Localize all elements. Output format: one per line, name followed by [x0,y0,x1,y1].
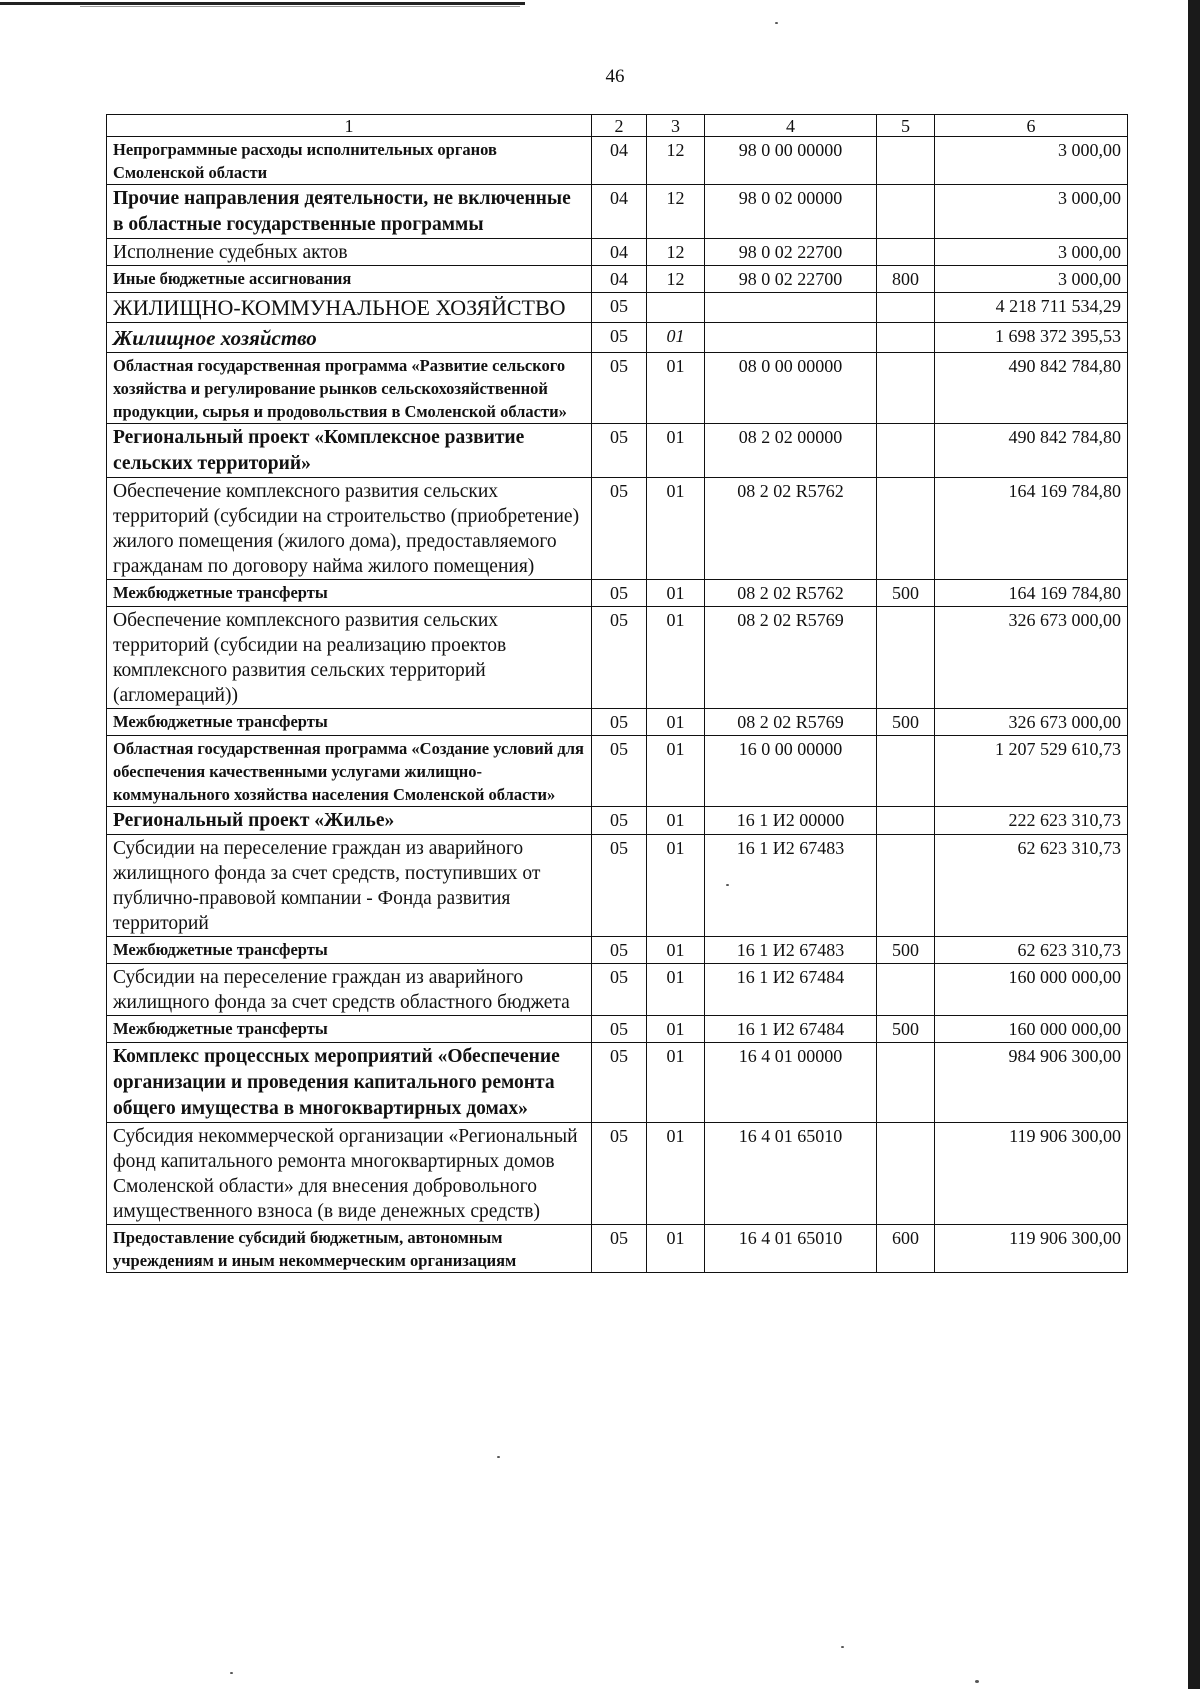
table-row [107,293,1128,323]
row-name-cell: Субсидии на переселение граждан из аварийного жилищного фонда за счет средств, поступивших от публично-правовой компании - Фонда развития территорий [107,835,592,937]
subsection-code-cell: 01 [647,478,705,580]
amount-cell: 326 673 000,00 [935,607,1128,709]
row-name-cell: Областная государственная программа «Развитие сельского хозяйства и регулирование рынков сельскохозяйственной продукции, сырья и продовольствия в Смоленской области» [107,353,592,424]
expense-type-cell [877,293,935,323]
amount-cell: 119 906 300,00 [935,1225,1128,1273]
target-code-cell: 16 0 00 00000 [705,736,877,807]
header-cell: 6 [935,115,1128,137]
amount-cell: 490 842 784,80 [935,424,1128,478]
expense-type-cell [877,835,935,937]
expense-type-cell: 800 [877,266,935,293]
target-code-cell: 08 2 02 R5762 [705,478,877,580]
amount-cell: 3 000,00 [935,266,1128,293]
expense-type-cell [877,185,935,239]
section-code-cell: 04 [592,137,647,185]
expense-type-cell [877,478,935,580]
section-code-cell: 05 [592,607,647,709]
row-name-cell: Межбюджетные трансферты [107,937,592,964]
expense-type-cell: 500 [877,937,935,964]
section-code-cell: 04 [592,185,647,239]
subsection-code-cell: 01 [647,1225,705,1273]
subsection-code-cell: 01 [647,353,705,424]
target-code-cell: 08 2 02 R5769 [705,709,877,736]
row-name-cell: Межбюджетные трансферты [107,1016,592,1043]
expense-type-cell [877,1123,935,1225]
row-name-cell: Непрограммные расходы исполнительных органов Смоленской области [107,137,592,185]
table-row [107,353,1128,424]
subsection-code-cell: 01 [647,424,705,478]
section-code-cell: 05 [592,807,647,835]
table-row [107,807,1128,835]
speck [497,1456,500,1458]
row-name-cell: Межбюджетные трансферты [107,580,592,607]
expense-type-cell [877,424,935,478]
scan-top-rule-thin [80,6,520,7]
target-code-cell: 16 1 И2 67483 [705,937,877,964]
expense-type-cell [877,137,935,185]
row-name-cell: Межбюджетные трансферты [107,709,592,736]
header-cell: 1 [107,115,592,137]
row-name-cell: Обеспечение комплексного развития сельских территорий (субсидии на строительство (приобретение) жилого помещения (жилого дома), предоставляемого гражданам по договору найма жилого помещения) [107,478,592,580]
speck [841,1646,844,1648]
row-name-cell: Исполнение судебных актов [107,239,592,266]
target-code-cell: 16 1 И2 67484 [705,1016,877,1043]
target-code-cell [705,293,877,323]
subsection-code-cell: 01 [647,736,705,807]
table-row [107,137,1128,185]
table-row [107,607,1128,709]
amount-cell: 3 000,00 [935,239,1128,266]
amount-cell: 62 623 310,73 [935,835,1128,937]
section-code-cell: 05 [592,1016,647,1043]
row-name-cell: Субсидия некоммерческой организации «Региональный фонд капитального ремонта многоквартирных домов Смоленской области» для внесения добровольного имущественного взноса (в виде денежных средств) [107,1123,592,1225]
subsection-code-cell: 01 [647,807,705,835]
section-code-cell: 05 [592,323,647,353]
section-code-cell: 05 [592,937,647,964]
row-name-cell: Областная государственная программа «Создание условий для обеспечения качественными услугами жилищно-коммунального хозяйства населения Смоленской области» [107,736,592,807]
amount-cell: 119 906 300,00 [935,1123,1128,1225]
target-code-cell: 16 1 И2 00000 [705,807,877,835]
row-name-cell: Прочие направления деятельности, не включенные в областные государственные программы [107,185,592,239]
table-row [107,266,1128,293]
section-code-cell: 05 [592,580,647,607]
table-row [107,1225,1128,1273]
amount-cell: 164 169 784,80 [935,478,1128,580]
subsection-code-cell: 01 [647,937,705,964]
table-row [107,964,1128,1016]
target-code-cell: 16 1 И2 67484 [705,964,877,1016]
subsection-code-cell: 12 [647,185,705,239]
target-code-cell: 16 4 01 00000 [705,1043,877,1123]
expense-type-cell [877,964,935,1016]
amount-cell: 160 000 000,00 [935,964,1128,1016]
table-row [107,709,1128,736]
budget-table [106,114,1128,1273]
section-code-cell: 05 [592,709,647,736]
amount-cell: 4 218 711 534,29 [935,293,1128,323]
section-code-cell: 05 [592,1225,647,1273]
table-row [107,1123,1128,1225]
row-name-cell: Обеспечение комплексного развития сельских территорий (субсидии на реализацию проектов комплексного развития сельских территорий (агломераций)) [107,607,592,709]
scan-top-rule [0,2,525,5]
target-code-cell [705,323,877,353]
expense-type-cell [877,323,935,353]
amount-cell: 3 000,00 [935,185,1128,239]
amount-cell: 1 698 372 395,53 [935,323,1128,353]
table-row [107,835,1128,937]
expense-type-cell [877,736,935,807]
target-code-cell: 08 2 02 R5769 [705,607,877,709]
section-code-cell: 05 [592,478,647,580]
table-row [107,937,1128,964]
subsection-code-cell: 12 [647,266,705,293]
header-cell: 5 [877,115,935,137]
subsection-code-cell: 01 [647,1016,705,1043]
subsection-code-cell: 12 [647,137,705,185]
target-code-cell: 98 0 00 00000 [705,137,877,185]
section-code-cell: 05 [592,964,647,1016]
section-code-cell: 05 [592,1043,647,1123]
table-row [107,736,1128,807]
section-code-cell: 05 [592,353,647,424]
row-name-cell: ЖИЛИЩНО-КОММУНАЛЬНОЕ ХОЗЯЙСТВО [107,293,592,323]
section-code-cell: 04 [592,239,647,266]
section-code-cell: 05 [592,293,647,323]
section-code-cell: 05 [592,1123,647,1225]
expense-type-cell: 500 [877,580,935,607]
speck [775,22,778,24]
table-row [107,580,1128,607]
subsection-code-cell: 12 [647,239,705,266]
target-code-cell: 98 0 02 22700 [705,239,877,266]
expense-type-cell [877,807,935,835]
amount-cell: 490 842 784,80 [935,353,1128,424]
header-cell: 4 [705,115,877,137]
section-code-cell: 05 [592,736,647,807]
subsection-code-cell: 01 [647,964,705,1016]
expense-type-cell [877,239,935,266]
expense-type-cell [877,607,935,709]
target-code-cell: 16 4 01 65010 [705,1123,877,1225]
subsection-code-cell [647,293,705,323]
target-code-cell: 16 1 И2 67483 [705,835,877,937]
row-name-cell: Региональный проект «Жилье» [107,807,592,835]
section-code-cell: 05 [592,835,647,937]
row-name-cell: Субсидии на переселение граждан из аварийного жилищного фонда за счет средств областного бюджета [107,964,592,1016]
target-code-cell: 08 0 00 00000 [705,353,877,424]
section-code-cell: 04 [592,266,647,293]
subsection-code-cell: 01 [647,1043,705,1123]
subsection-code-cell: 01 [647,835,705,937]
table-row [107,1043,1128,1123]
header-cell: 2 [592,115,647,137]
table-header-row [107,115,1128,137]
row-name-cell: Предоставление субсидий бюджетным, автономным учреждениям и иным некоммерческим организациям [107,1225,592,1273]
table-row [107,185,1128,239]
target-code-cell: 08 2 02 R5762 [705,580,877,607]
table-row [107,323,1128,353]
table-row [107,1016,1128,1043]
subsection-code-cell: 01 [647,607,705,709]
scan-right-edge [1188,0,1200,1689]
header-cell: 3 [647,115,705,137]
page-number: 46 [605,66,625,87]
speck [975,1680,979,1683]
expense-type-cell [877,1043,935,1123]
target-code-cell: 98 0 02 22700 [705,266,877,293]
amount-cell: 164 169 784,80 [935,580,1128,607]
table-row [107,239,1128,266]
table-row [107,424,1128,478]
row-name-cell: Региональный проект «Комплексное развитие сельских территорий» [107,424,592,478]
table-row [107,478,1128,580]
subsection-code-cell: 01 [647,323,705,353]
target-code-cell: 16 4 01 65010 [705,1225,877,1273]
expense-type-cell: 500 [877,709,935,736]
amount-cell: 62 623 310,73 [935,937,1128,964]
amount-cell: 3 000,00 [935,137,1128,185]
amount-cell: 984 906 300,00 [935,1043,1128,1123]
row-name-cell: Иные бюджетные ассигнования [107,266,592,293]
expense-type-cell: 500 [877,1016,935,1043]
amount-cell: 160 000 000,00 [935,1016,1128,1043]
expense-type-cell: 600 [877,1225,935,1273]
subsection-code-cell: 01 [647,1123,705,1225]
expense-type-cell [877,353,935,424]
amount-cell: 1 207 529 610,73 [935,736,1128,807]
subsection-code-cell: 01 [647,709,705,736]
target-code-cell: 98 0 02 00000 [705,185,877,239]
row-name-cell: Жилищное хозяйство [107,323,592,353]
row-name-cell: Комплекс процессных мероприятий «Обеспечение организации и проведения капитального ремонта общего имущества в многоквартирных домах» [107,1043,592,1123]
amount-cell: 326 673 000,00 [935,709,1128,736]
section-code-cell: 05 [592,424,647,478]
subsection-code-cell: 01 [647,580,705,607]
target-code-cell: 08 2 02 00000 [705,424,877,478]
amount-cell: 222 623 310,73 [935,807,1128,835]
speck [230,1672,233,1674]
